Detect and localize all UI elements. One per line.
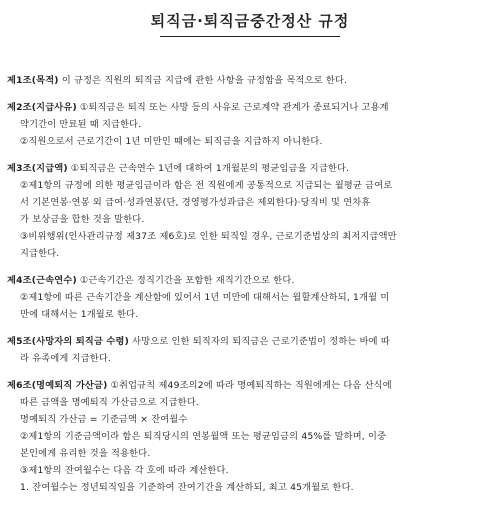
article-line bbox=[7, 333, 495, 350]
article-text: ②제1항의 기준금액이라 함은 퇴직당시의 연봉월액 또는 평균임금의 45%를 말하며, 이중 bbox=[20, 431, 387, 442]
article-line bbox=[7, 428, 495, 445]
article-6 bbox=[7, 377, 495, 496]
document-body bbox=[7, 72, 495, 506]
article-5 bbox=[7, 333, 495, 367]
article-line bbox=[7, 462, 495, 479]
article-text: ③비위행위(인사관리규정 제37조 제6호)로 인한 퇴직일 경우, 근로기준법상의 최저지급액만 bbox=[20, 231, 397, 242]
article-line bbox=[7, 394, 495, 411]
article-1 bbox=[7, 72, 495, 89]
article-text: ①취업규칙 제49조의2에 따라 명예퇴직하는 직원에게는 다음 산식에 bbox=[107, 380, 392, 391]
article-line bbox=[7, 445, 495, 462]
article-text: ②제1항의 규정에 의한 평균임금이라 함은 전 직원에게 공통적으로 지급되는 월평균 금여로 bbox=[20, 180, 393, 191]
article-heading: 제1조(목적) bbox=[7, 75, 59, 86]
article-line bbox=[7, 411, 495, 428]
article-line bbox=[7, 177, 495, 194]
article-line bbox=[7, 228, 495, 245]
article-text: 지급한다. bbox=[20, 248, 60, 259]
document-title: 퇴직금·퇴직금중간정산 규정 bbox=[150, 12, 350, 30]
article-text: ③제1항의 잔여월수는 다음 각 호에 따라 계산한다. bbox=[20, 465, 229, 476]
article-text: 따른 금액을 명예퇴직 가산금으로 지급한다. bbox=[20, 397, 199, 408]
article-text: ②제1항에 따른 근속기간을 계산함에 있어서 1년 미만에 대해서는 월할계산하되, 1개월 미 bbox=[20, 292, 390, 303]
article-text: 본인에게 유리한 것을 적용한다. bbox=[20, 448, 151, 459]
article-text: 이 규정은 직원의 퇴직금 지급에 관한 사항을 규정함을 목적으로 한다. bbox=[58, 75, 348, 86]
article-line bbox=[7, 245, 495, 262]
article-line bbox=[7, 194, 495, 211]
article-text: 사망으로 인한 퇴직자의 퇴직금은 근로기준법이 정하는 바에 따 bbox=[129, 336, 390, 347]
article-2 bbox=[7, 99, 495, 150]
article-text: ①퇴직금은 근속연수 1년에 대하여 1개월분의 평균임금을 지급한다. bbox=[67, 163, 350, 174]
article-3 bbox=[7, 160, 495, 262]
article-line bbox=[7, 99, 495, 116]
article-text: 가 보상금을 합한 것을 말한다. bbox=[20, 214, 145, 225]
article-line bbox=[7, 160, 495, 177]
article-line bbox=[7, 350, 495, 367]
article-line bbox=[7, 377, 495, 394]
article-line bbox=[7, 211, 495, 228]
title-underline bbox=[160, 36, 340, 37]
article-text: ①근속기간은 정직기간을 포함한 재직기간으로 한다. bbox=[76, 275, 295, 286]
article-text: 약기간이 만료된 때 지급한다. bbox=[20, 119, 142, 130]
article-heading: 제3조(지급액) bbox=[7, 163, 68, 174]
article-text: 1. 잔여월수는 정년퇴직일을 기준하여 잔여기간을 계산하되, 최고 45개월로 한다. bbox=[20, 482, 354, 493]
article-text: ②직원으로서 근로기간이 1년 미만인 때에는 퇴직금을 지급하지 아니한다. bbox=[20, 136, 323, 147]
article-line bbox=[7, 133, 495, 150]
article-heading: 제4조(근속연수) bbox=[7, 275, 77, 286]
article-text: 라 유족에게 지급한다. bbox=[20, 353, 112, 364]
article-heading: 제5조(사망자의 퇴직금 수령) bbox=[7, 336, 130, 347]
article-text: 명예퇴직 가산금 = 기준금액 × 잔여월수 bbox=[20, 414, 188, 425]
article-text: 만에 대해서는 1개월로 한다. bbox=[20, 309, 139, 320]
article-line bbox=[7, 479, 495, 496]
article-4 bbox=[7, 272, 495, 323]
article-heading: 제2조(지급사유) bbox=[7, 102, 77, 113]
article-line bbox=[7, 272, 495, 289]
article-line bbox=[7, 72, 495, 89]
article-line bbox=[7, 289, 495, 306]
article-line bbox=[7, 306, 495, 323]
article-text: ①퇴직금은 퇴직 또는 사망 등의 사유로 근로계약 관계가 종료되거나 고용계 bbox=[76, 102, 389, 113]
article-text: 서 기본연봉·연봉 외 급여·성과연봉(단, 경영평가성과급은 제외한다)·당직비 및 연차휴 bbox=[20, 197, 371, 208]
article-heading: 제6조(명예퇴직 가산금) bbox=[7, 380, 108, 391]
article-line bbox=[7, 116, 495, 133]
